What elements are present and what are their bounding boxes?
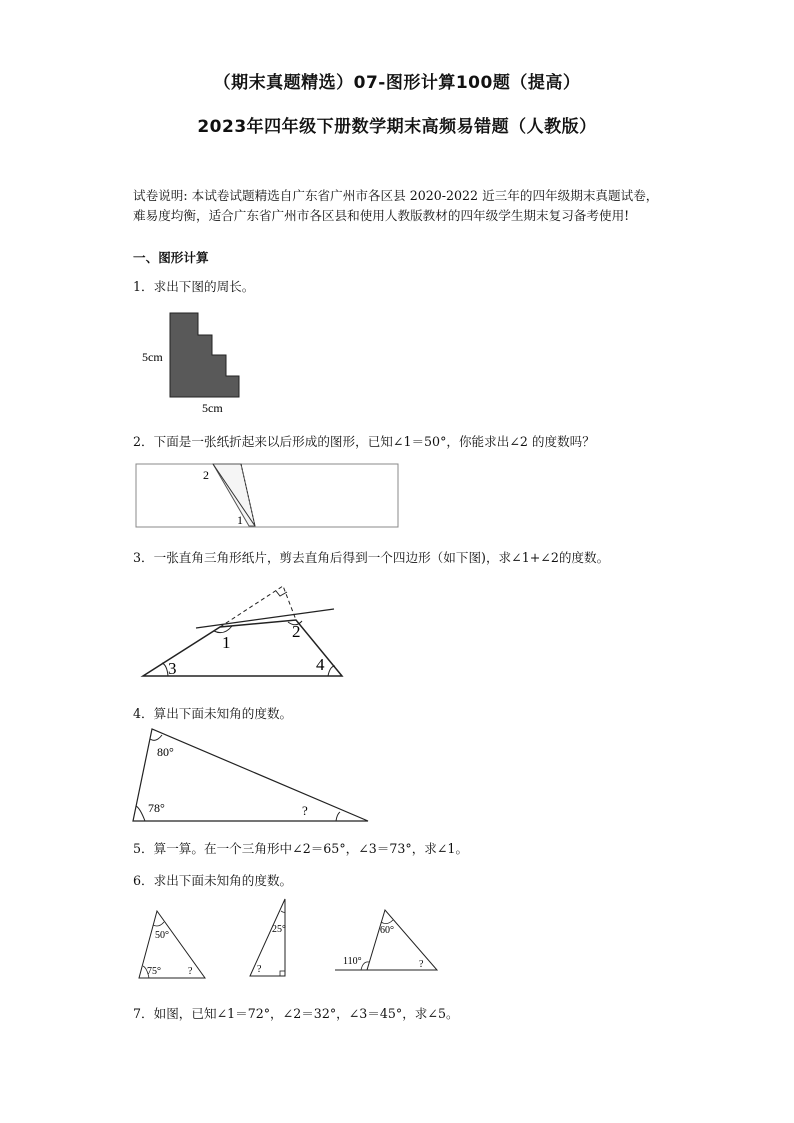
section-title: 一、图形计算 <box>133 250 209 265</box>
q4-unknown-angle-label: ? <box>302 803 308 818</box>
q6-figure-1 <box>135 906 210 981</box>
q2-angle1-label: 1 <box>237 513 243 527</box>
q6-fig2-right-angle-mark <box>280 971 285 976</box>
q6-fig3-unknown-label: ? <box>419 959 424 970</box>
q6-fig2-triangle <box>250 899 285 976</box>
q4-triangle-figure <box>130 726 375 826</box>
q6-fig2-top-label: 25° <box>272 924 286 935</box>
q3-right-angle-mark <box>276 591 287 596</box>
q4-top-angle-arc <box>150 735 162 740</box>
q6-fig3-ext-label: 110° <box>343 956 362 967</box>
test-instructions: 试卷说明: 本试卷试题精选自广东省广州市各区县 2020-2022 近三年的四年级期末真题试卷，难易度均衡，适合广东省广州市各区县和使用人教版教材的四年级学生期末复习备考使用! <box>133 188 659 223</box>
q6-fig3-triangle <box>367 910 437 970</box>
q4-left-angle-label: 78° <box>148 801 165 815</box>
q4-top-angle-label: 80° <box>157 745 174 759</box>
question-7-text: 7．如图，已知∠1＝72°，∠2＝32°，∠3＝45°，求∠5。 <box>133 1006 459 1021</box>
q1-left-label: 5cm <box>142 350 163 364</box>
q6-fig1-left-label: 75° <box>147 966 161 977</box>
question-4-text: 4．算出下面未知角的度数。 <box>133 706 293 721</box>
q6-fig2-unknown-label: ? <box>257 964 262 975</box>
q2-folded-paper-figure <box>133 462 403 532</box>
q4-triangle <box>133 729 368 821</box>
q1-staircase-figure <box>140 310 270 420</box>
question-3-text: 3．一张直角三角形纸片，剪去直角后得到一个四边形（如下图)，求∠1+∠2的度数。 <box>133 550 610 565</box>
q6-fig2-top-arc <box>281 911 285 912</box>
q6-figure-2 <box>245 896 295 981</box>
q6-fig1-top-arc <box>153 922 164 926</box>
question-6-text: 6．求出下面未知角的度数。 <box>133 873 293 888</box>
q2-angle2-label: 2 <box>203 468 209 482</box>
q3-cut-triangle-figure <box>140 582 350 682</box>
q6-fig3-top-label: 60° <box>380 925 394 936</box>
q3-angle4-label: 4 <box>316 655 325 674</box>
q3-angle1-label: 1 <box>222 633 231 652</box>
q4-right-angle-arc <box>336 812 340 821</box>
q2-paper-rect <box>136 464 398 527</box>
q6-fig1-unknown-label: ? <box>188 966 193 977</box>
question-2-text: 2．下面是一张纸折起来以后形成的图形，已知∠1＝50°，你能求出∠2 的度数吗？ <box>133 434 595 449</box>
q3-angle3-label: 3 <box>168 659 177 678</box>
q3-angle2-label: 2 <box>292 622 301 641</box>
q1-staircase-shape <box>170 313 239 397</box>
q6-fig3-top-arc <box>381 920 393 924</box>
q6-fig1-top-label: 50° <box>155 930 169 941</box>
q3-angle4-arc <box>328 666 335 676</box>
page-title-line2: 2023年四年级下册数学期末高频易错题（人教版） <box>197 117 597 137</box>
q4-left-angle-arc <box>136 806 145 821</box>
question-1-text: 1．求出下图的周长。 <box>133 279 255 294</box>
q3-cut-line <box>196 609 334 628</box>
question-5-text: 5．算一算。在一个三角形中∠2＝65°，∠3＝73°，求∠1。 <box>133 841 469 856</box>
q6-figure-3 <box>333 906 443 976</box>
page-title-line1: （期末真题精选）07-图形计算100题（提高） <box>213 73 581 93</box>
q1-bottom-label: 5cm <box>202 401 223 415</box>
